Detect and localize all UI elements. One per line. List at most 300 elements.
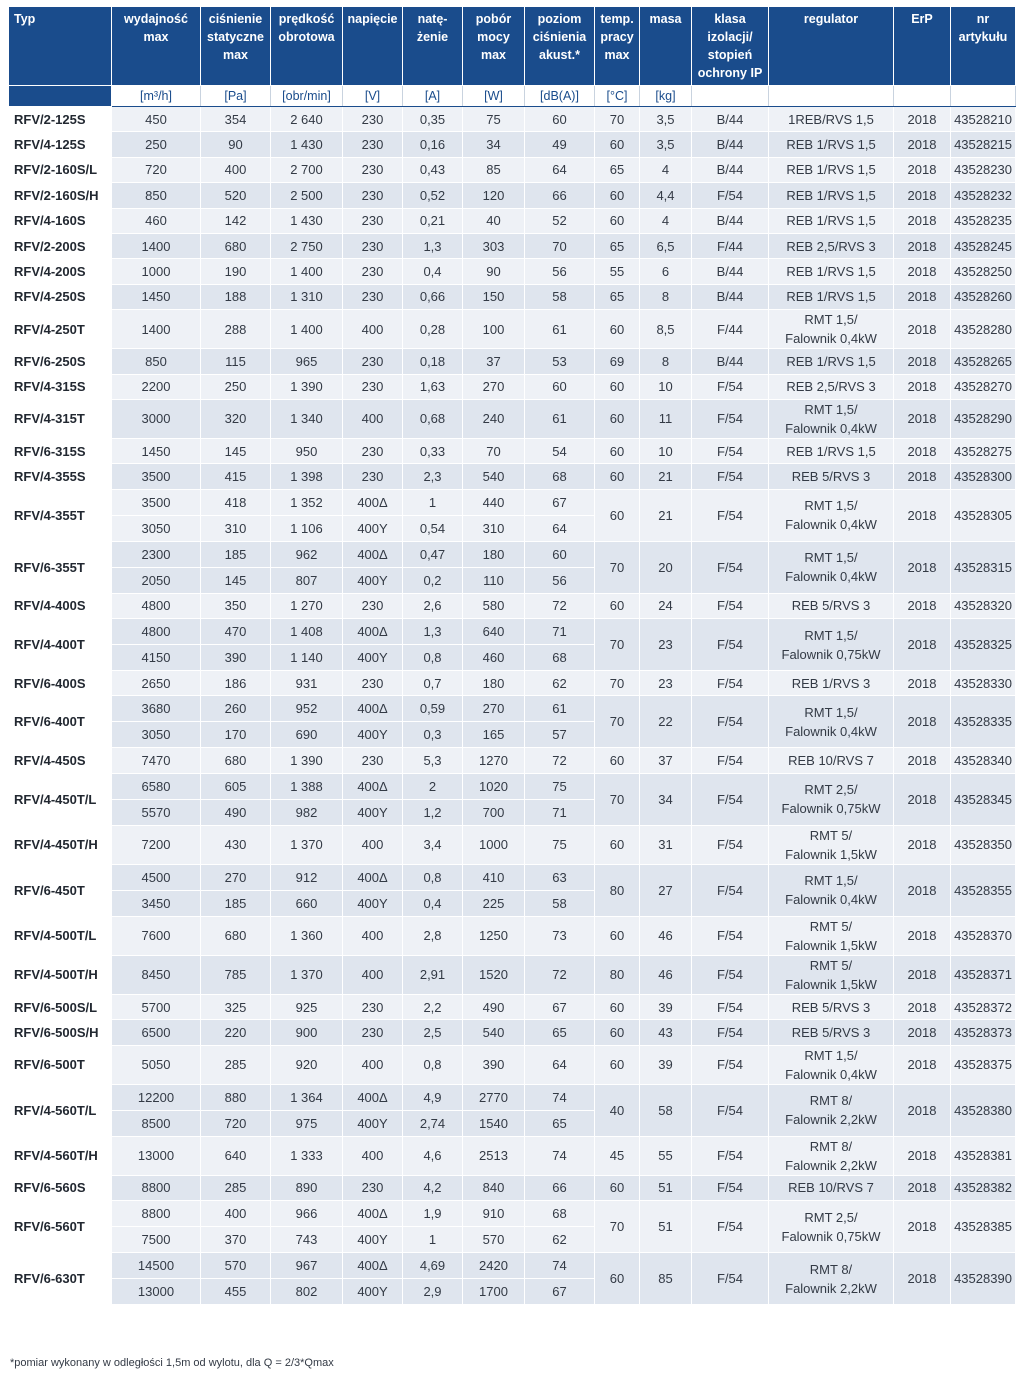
pressure-cell: 220 [201, 1020, 271, 1045]
noise-cell: 62 [525, 1227, 595, 1253]
table-row [9, 593, 1016, 618]
header-insulation: klasa izolacji/ stopień ochrony IP [692, 7, 769, 86]
flow-cell: 2200 [112, 374, 201, 399]
current-cell: 2,2 [403, 994, 463, 1019]
pressure-cell: 680 [201, 748, 271, 773]
voltage-cell: 400 [343, 955, 403, 994]
noise-cell: 66 [525, 183, 595, 208]
model-type-cell: RFV/6-355T [9, 541, 112, 593]
model-group [9, 1201, 1016, 1253]
table-row [9, 310, 1016, 349]
regulator-line: Falownik 0,4kW [785, 1066, 877, 1082]
voltage-cell: 400Y [343, 799, 403, 825]
mass-cell: 6,5 [640, 233, 692, 258]
erp-cell: 2018 [894, 438, 951, 463]
flow-cell: 4150 [112, 645, 201, 671]
pressure-cell: 400 [201, 157, 271, 182]
article-number-cell: 43528215 [951, 132, 1016, 157]
flow-cell: 7470 [112, 748, 201, 773]
speed-cell: 1 270 [271, 593, 343, 618]
insulation-cell: F/54 [692, 1201, 769, 1253]
noise-cell: 68 [525, 1201, 595, 1227]
pressure-cell: 115 [201, 349, 271, 374]
mass-cell: 3,5 [640, 132, 692, 157]
insulation-cell: F/54 [692, 1020, 769, 1045]
temp-cell: 70 [595, 107, 640, 132]
model-group [9, 1084, 1016, 1136]
table-row [9, 438, 1016, 463]
noise-cell: 67 [525, 1279, 595, 1305]
current-cell: 0,68 [403, 399, 463, 438]
power-cell: 1270 [463, 748, 525, 773]
voltage-cell: 230 [343, 107, 403, 132]
speed-cell: 1 400 [271, 259, 343, 284]
article-number-cell: 43528375 [951, 1045, 1016, 1084]
temp-cell: 69 [595, 349, 640, 374]
regulator-line: RMT 1,5/ [804, 1047, 858, 1063]
regulator-cell [769, 619, 894, 671]
regulator-cell [769, 1020, 894, 1045]
flow-cell: 850 [112, 183, 201, 208]
noise-cell: 71 [525, 799, 595, 825]
regulator-cell [769, 916, 894, 955]
speed-cell: 1 370 [271, 825, 343, 864]
noise-cell: 67 [525, 489, 595, 515]
regulator-line: REB 1/RVS 1,5 [786, 187, 876, 203]
table-row [9, 489, 1016, 515]
article-number-cell: 43528330 [951, 671, 1016, 696]
regulator-line: Falownik 0,4kW [785, 517, 877, 533]
erp-cell: 2018 [894, 541, 951, 593]
noise-cell: 58 [525, 890, 595, 916]
mass-cell: 4 [640, 157, 692, 182]
temp-cell: 60 [595, 374, 640, 399]
speed-cell: 1 408 [271, 619, 343, 645]
voltage-cell: 230 [343, 1020, 403, 1045]
header-article: nr artykułu [951, 7, 1016, 86]
flow-cell: 7500 [112, 1227, 201, 1253]
current-cell: 1,2 [403, 799, 463, 825]
insulation-cell: F/54 [692, 994, 769, 1019]
noise-cell: 75 [525, 825, 595, 864]
temp-cell: 60 [595, 438, 640, 463]
voltage-cell: 230 [343, 183, 403, 208]
table-row [9, 619, 1016, 645]
voltage-cell: 400Δ [343, 489, 403, 515]
current-cell: 0,52 [403, 183, 463, 208]
pressure-cell: 418 [201, 489, 271, 515]
erp-cell: 2018 [894, 696, 951, 748]
mass-cell: 10 [640, 438, 692, 463]
article-number-cell: 43528260 [951, 284, 1016, 309]
model-group [9, 994, 1016, 1019]
temp-cell: 55 [595, 259, 640, 284]
power-cell: 40 [463, 208, 525, 233]
temp-cell: 40 [595, 1084, 640, 1136]
table-row [9, 259, 1016, 284]
temp-cell: 70 [595, 1201, 640, 1253]
regulator-cell [769, 464, 894, 489]
regulator-line: Falownik 0,75kW [781, 646, 881, 662]
erp-cell: 2018 [894, 284, 951, 309]
voltage-cell: 400Y [343, 722, 403, 748]
table-row [9, 916, 1016, 955]
temp-cell: 60 [595, 748, 640, 773]
model-group [9, 773, 1016, 825]
voltage-cell: 400Δ [343, 696, 403, 722]
voltage-cell: 400Δ [343, 773, 403, 799]
erp-cell: 2018 [894, 208, 951, 233]
model-type-cell: RFV/6-630T [9, 1253, 112, 1305]
pressure-cell: 90 [201, 132, 271, 157]
power-cell: 1540 [463, 1110, 525, 1136]
model-group [9, 310, 1016, 349]
current-cell: 0,7 [403, 671, 463, 696]
noise-cell: 70 [525, 233, 595, 258]
power-cell: 1520 [463, 955, 525, 994]
flow-cell: 3450 [112, 890, 201, 916]
unit-cell: [kg] [640, 86, 692, 107]
flow-cell: 3050 [112, 722, 201, 748]
regulator-line: Falownik 1,5kW [785, 976, 877, 992]
power-cell: 1700 [463, 1279, 525, 1305]
header-mass: masa [640, 7, 692, 86]
mass-cell: 20 [640, 541, 692, 593]
insulation-cell: B/44 [692, 157, 769, 182]
temp-cell: 70 [595, 541, 640, 593]
erp-cell: 2018 [894, 748, 951, 773]
voltage-cell: 230 [343, 1175, 403, 1200]
voltage-cell: 400 [343, 1045, 403, 1084]
flow-cell: 2050 [112, 567, 201, 593]
model-group [9, 1253, 1016, 1305]
speed-cell: 2 750 [271, 233, 343, 258]
speed-cell: 1 398 [271, 464, 343, 489]
model-type-cell: RFV/6-560S [9, 1175, 112, 1200]
noise-cell: 64 [525, 157, 595, 182]
table-row [9, 1136, 1016, 1175]
header-row [9, 7, 1016, 86]
speed-cell: 1 430 [271, 132, 343, 157]
power-cell: 1250 [463, 916, 525, 955]
erp-cell: 2018 [894, 183, 951, 208]
pressure-cell: 570 [201, 1253, 271, 1279]
model-group [9, 748, 1016, 773]
current-cell: 0,4 [403, 890, 463, 916]
flow-cell: 3500 [112, 464, 201, 489]
voltage-cell: 400 [343, 825, 403, 864]
mass-cell: 21 [640, 464, 692, 489]
insulation-cell: B/44 [692, 208, 769, 233]
regulator-cell [769, 955, 894, 994]
insulation-cell: F/54 [692, 864, 769, 916]
regulator-line: RMT 1,5/ [804, 627, 858, 643]
speed-cell: 1 390 [271, 374, 343, 399]
pressure-cell: 190 [201, 259, 271, 284]
flow-cell: 250 [112, 132, 201, 157]
flow-cell: 720 [112, 157, 201, 182]
unit-cell [951, 86, 1016, 107]
pressure-cell: 320 [201, 399, 271, 438]
table-row [9, 671, 1016, 696]
regulator-line: RMT 1,5/ [804, 401, 858, 417]
model-type-cell: RFV/4-450T/H [9, 825, 112, 864]
model-type-cell: RFV/4-160S [9, 208, 112, 233]
regulator-cell [769, 259, 894, 284]
noise-cell: 60 [525, 107, 595, 132]
article-number-cell: 43528270 [951, 374, 1016, 399]
temp-cell: 70 [595, 773, 640, 825]
flow-cell: 5700 [112, 994, 201, 1019]
noise-cell: 68 [525, 464, 595, 489]
flow-cell: 8800 [112, 1175, 201, 1200]
regulator-cell [769, 132, 894, 157]
regulator-line: REB 1/RVS 1,5 [786, 213, 876, 229]
model-type-cell: RFV/4-450S [9, 748, 112, 773]
regulator-line: Falownik 0,4kW [785, 723, 877, 739]
table-row [9, 464, 1016, 489]
power-cell: 270 [463, 696, 525, 722]
current-cell: 2,6 [403, 593, 463, 618]
voltage-cell: 400 [343, 1136, 403, 1175]
voltage-cell: 230 [343, 748, 403, 773]
insulation-cell: F/54 [692, 464, 769, 489]
temp-cell: 70 [595, 696, 640, 748]
regulator-line: REB 1/RVS 1,5 [786, 353, 876, 369]
temp-cell: 60 [595, 1045, 640, 1084]
erp-cell: 2018 [894, 864, 951, 916]
insulation-cell: F/54 [692, 1136, 769, 1175]
article-number-cell: 43528355 [951, 864, 1016, 916]
power-cell: 840 [463, 1175, 525, 1200]
power-cell: 700 [463, 799, 525, 825]
table-row [9, 233, 1016, 258]
regulator-line: Falownik 2,2kW [785, 1112, 877, 1128]
pressure-cell: 142 [201, 208, 271, 233]
insulation-cell: F/54 [692, 1253, 769, 1305]
power-cell: 540 [463, 1020, 525, 1045]
speed-cell: 912 [271, 864, 343, 890]
unit-cell: [°C] [595, 86, 640, 107]
speed-cell: 1 400 [271, 310, 343, 349]
flow-cell: 1450 [112, 284, 201, 309]
erp-cell: 2018 [894, 349, 951, 374]
table-row [9, 1201, 1016, 1227]
insulation-cell: B/44 [692, 132, 769, 157]
voltage-cell: 400Δ [343, 1201, 403, 1227]
power-cell: 2770 [463, 1084, 525, 1110]
model-type-cell: RFV/2-160S/L [9, 157, 112, 182]
model-type-cell: RFV/2-160S/H [9, 183, 112, 208]
regulator-line: RMT 1,5/ [804, 498, 858, 514]
power-cell: 540 [463, 464, 525, 489]
mass-cell: 51 [640, 1201, 692, 1253]
temp-cell: 80 [595, 955, 640, 994]
header-voltage: napięcie [343, 7, 403, 86]
flow-cell: 1450 [112, 438, 201, 463]
pressure-cell: 390 [201, 645, 271, 671]
pressure-cell: 680 [201, 916, 271, 955]
speed-cell: 1 364 [271, 1084, 343, 1110]
article-number-cell: 43528265 [951, 349, 1016, 374]
model-type-cell: RFV/6-400S [9, 671, 112, 696]
model-group [9, 107, 1016, 132]
power-cell: 1000 [463, 825, 525, 864]
insulation-cell: F/54 [692, 773, 769, 825]
noise-cell: 65 [525, 1020, 595, 1045]
unit-cell: [A] [403, 86, 463, 107]
insulation-cell: F/54 [692, 955, 769, 994]
flow-cell: 6500 [112, 1020, 201, 1045]
model-group [9, 1045, 1016, 1084]
pressure-cell: 186 [201, 671, 271, 696]
article-number-cell: 43528390 [951, 1253, 1016, 1305]
voltage-cell: 230 [343, 132, 403, 157]
insulation-cell: F/54 [692, 671, 769, 696]
article-number-cell: 43528382 [951, 1175, 1016, 1200]
pressure-cell: 285 [201, 1045, 271, 1084]
temp-cell: 80 [595, 864, 640, 916]
table-row [9, 864, 1016, 890]
voltage-cell: 230 [343, 349, 403, 374]
speed-cell: 802 [271, 1279, 343, 1305]
regulator-line: Falownik 0,4kW [785, 331, 877, 347]
power-cell: 70 [463, 438, 525, 463]
mass-cell: 46 [640, 916, 692, 955]
regulator-cell [769, 864, 894, 916]
header-temp: temp. pracy max [595, 7, 640, 86]
pressure-cell: 145 [201, 438, 271, 463]
current-cell: 2,91 [403, 955, 463, 994]
power-cell: 570 [463, 1227, 525, 1253]
temp-cell: 60 [595, 994, 640, 1019]
noise-cell: 52 [525, 208, 595, 233]
unit-cell: [dB(A)] [525, 86, 595, 107]
regulator-cell [769, 489, 894, 541]
flow-cell: 8450 [112, 955, 201, 994]
speed-cell: 2 640 [271, 107, 343, 132]
current-cell: 0,18 [403, 349, 463, 374]
regulator-line: RMT 8/ [809, 1093, 853, 1109]
current-cell: 4,69 [403, 1253, 463, 1279]
pressure-cell: 720 [201, 1110, 271, 1136]
erp-cell: 2018 [894, 157, 951, 182]
speed-cell: 1 352 [271, 489, 343, 515]
noise-cell: 67 [525, 994, 595, 1019]
noise-cell: 56 [525, 567, 595, 593]
pressure-cell: 490 [201, 799, 271, 825]
erp-cell: 2018 [894, 1175, 951, 1200]
flow-cell: 7200 [112, 825, 201, 864]
voltage-cell: 230 [343, 438, 403, 463]
regulator-cell [769, 438, 894, 463]
power-cell: 440 [463, 489, 525, 515]
article-number-cell: 43528350 [951, 825, 1016, 864]
article-number-cell: 43528230 [951, 157, 1016, 182]
header-erp: ErP [894, 7, 951, 86]
table-row [9, 374, 1016, 399]
power-cell: 2513 [463, 1136, 525, 1175]
power-cell: 165 [463, 722, 525, 748]
regulator-line: Falownik 1,5kW [785, 937, 877, 953]
speed-cell: 950 [271, 438, 343, 463]
speed-cell: 1 390 [271, 748, 343, 773]
noise-cell: 58 [525, 284, 595, 309]
voltage-cell: 230 [343, 464, 403, 489]
unit-cell [894, 86, 951, 107]
model-type-cell: RFV/4-250S [9, 284, 112, 309]
flow-cell: 2650 [112, 671, 201, 696]
regulator-cell [769, 1201, 894, 1253]
current-cell: 4,2 [403, 1175, 463, 1200]
noise-cell: 64 [525, 515, 595, 541]
mass-cell: 31 [640, 825, 692, 864]
temp-cell: 60 [595, 489, 640, 541]
power-cell: 2420 [463, 1253, 525, 1279]
regulator-line: RMT 2,5/ [804, 782, 858, 798]
header-current: natę- żenie [403, 7, 463, 86]
regulator-line: REB 1/RVS 1,5 [786, 162, 876, 178]
table-row [9, 955, 1016, 994]
insulation-cell: F/54 [692, 1084, 769, 1136]
header-pressure: ciśnienie statyczne max [201, 7, 271, 86]
article-number-cell: 43528381 [951, 1136, 1016, 1175]
temp-cell: 60 [595, 1020, 640, 1045]
regulator-cell [769, 541, 894, 593]
model-group [9, 374, 1016, 399]
flow-cell: 450 [112, 107, 201, 132]
model-type-cell: RFV/4-250T [9, 310, 112, 349]
noise-cell: 60 [525, 541, 595, 567]
flow-cell: 4800 [112, 619, 201, 645]
model-type-cell: RFV/4-125S [9, 132, 112, 157]
erp-cell: 2018 [894, 259, 951, 284]
speed-cell: 2 700 [271, 157, 343, 182]
voltage-cell: 230 [343, 233, 403, 258]
regulator-cell [769, 107, 894, 132]
table-row [9, 1045, 1016, 1084]
model-type-cell: RFV/6-500T [9, 1045, 112, 1084]
regulator-line: REB 5/RVS 3 [791, 468, 871, 484]
noise-cell: 73 [525, 916, 595, 955]
model-group [9, 183, 1016, 208]
article-number-cell: 43528340 [951, 748, 1016, 773]
erp-cell: 2018 [894, 671, 951, 696]
regulator-cell [769, 773, 894, 825]
erp-cell: 2018 [894, 1136, 951, 1175]
table-row [9, 1253, 1016, 1279]
model-type-cell: RFV/4-450T/L [9, 773, 112, 825]
pressure-cell: 325 [201, 994, 271, 1019]
temp-cell: 65 [595, 157, 640, 182]
model-group [9, 916, 1016, 955]
header-typ: Typ [9, 7, 112, 86]
power-cell: 310 [463, 515, 525, 541]
unit-cell: [Pa] [201, 86, 271, 107]
temp-cell: 45 [595, 1136, 640, 1175]
table-row [9, 183, 1016, 208]
regulator-line: REB 1/RVS 1,5 [786, 137, 876, 153]
erp-cell: 2018 [894, 1045, 951, 1084]
current-cell: 0,54 [403, 515, 463, 541]
voltage-cell: 230 [343, 994, 403, 1019]
flow-cell: 8800 [112, 1201, 201, 1227]
model-group [9, 233, 1016, 258]
current-cell: 1,3 [403, 619, 463, 645]
flow-cell: 3000 [112, 399, 201, 438]
table-row [9, 825, 1016, 864]
speed-cell: 1 430 [271, 208, 343, 233]
